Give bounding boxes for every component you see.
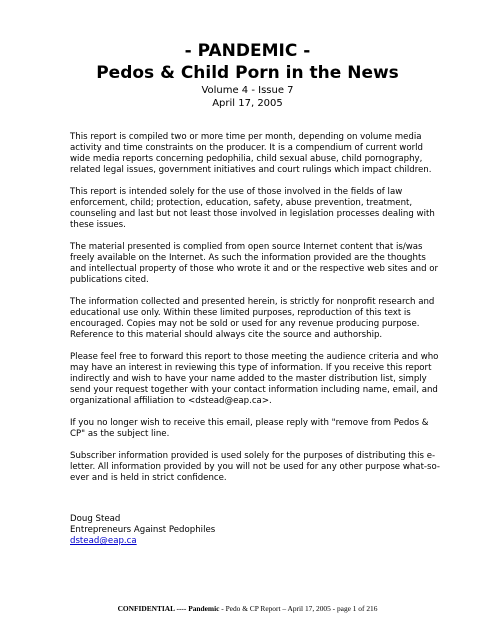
signature-name: Doug Stead	[70, 514, 121, 524]
paragraph-intended-use: This report is intended solely for the use of those involved in the fields of law enforcement, child; protection, education, safety, abuse prevention, treatment, counseling and last but not least those involved in legislation processes dealing with these issues.	[70, 187, 435, 230]
body-text	[70, 132, 442, 495]
volume-issue: Volume 4 - Issue 7	[201, 85, 294, 96]
title-line-1: - PANDEMIC -	[184, 41, 311, 61]
signature-block	[70, 514, 215, 547]
issue-date: April 17, 2005	[212, 98, 283, 109]
paragraph-compilation: This report is compiled two or more time per month, depending on volume media activity and time constraints on the producer. It is a compendium of current world wide media reports concerning pedophilia, child sexual abuse, child pornography, related legal issues, government initiatives and court rulings which impact children.	[70, 132, 432, 175]
footer-report-info: - Pedo & CP Report – April 17, 2005 - page 1 of 216	[219, 604, 378, 613]
page-footer	[0, 604, 495, 614]
paragraph-unsubscribe: If you no longer wish to receive this email, please reply with "remove from Pedos & CP" as the subject line.	[70, 418, 429, 439]
document-header	[0, 40, 495, 110]
title-line-2: Pedos & Child Porn in the News	[96, 63, 399, 83]
paragraph-sources: The material presented is complied from open source Internet content that is/was freely available on the Internet. As such the information provided are the thoughts and intellectual property of those who wrote it and or the respective web sites and or publications cited.	[70, 242, 439, 285]
signature-email-link[interactable]: dstead@eap.ca	[70, 536, 137, 546]
paragraph-forwarding: Please feel free to forward this report to those meeting the audience criteria and who may have an interest in reviewing this type of information. If you receive this report indirectly and wish to have your name added to the master distribution list, simply send your request together with your contact information including name, email, and organizational affiliation to <dstead@eap.ca>.	[70, 352, 439, 406]
footer-confidential-label: CONFIDENTIAL ---- Pandemic	[117, 604, 220, 613]
paragraph-privacy: Subscriber information provided is used solely for the purposes of distributing this e-letter. All information provided by you will not be used for any other purpose what-so-ever and is held in strict confidence.	[70, 451, 441, 483]
paragraph-nonprofit-use: The information collected and presented herein, is strictly for nonprofit research and educational use only. Within these limited purposes, reproduction of this text is encouraged. Copies may not be sold or used for any revenue producing purpose. Reference to this material should always cite the source and authorship.	[70, 297, 435, 340]
signature-organization: Entrepreneurs Against Pedophiles	[70, 525, 216, 535]
